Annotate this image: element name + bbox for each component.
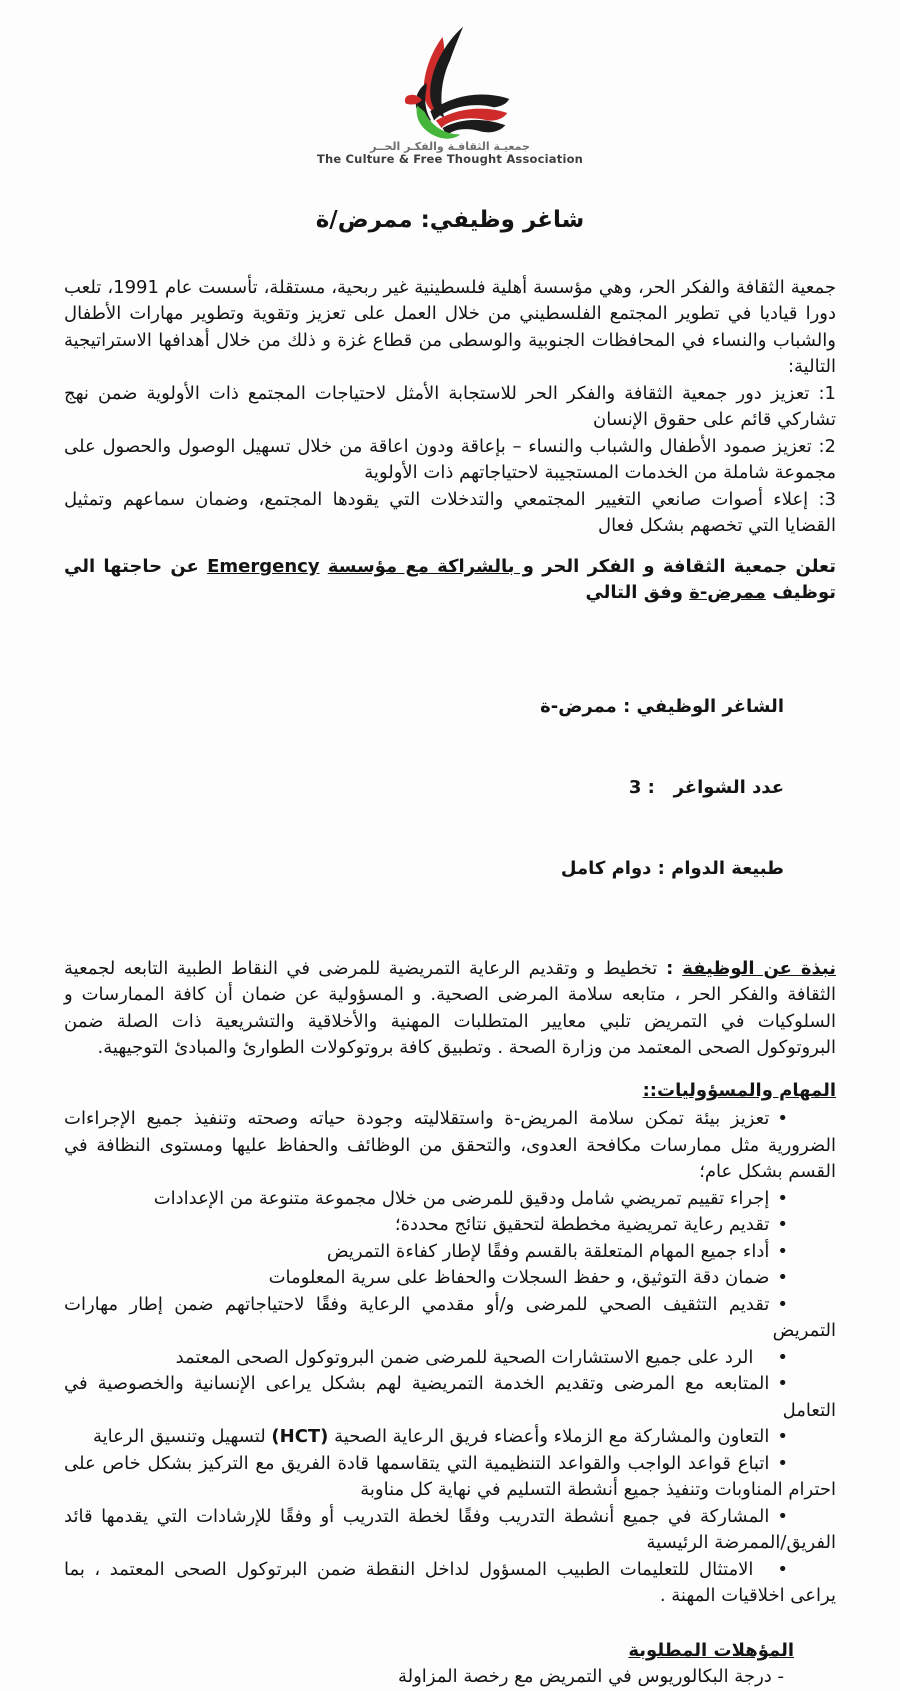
responsibilities-heading: المهام والمسؤوليات:: (642, 1079, 836, 1101)
bullet-icon: • (777, 1505, 788, 1527)
vacancy-position-line: الشاغر الوظيفي : ممرض-ة (540, 695, 784, 717)
vacancy-count-line: عدد الشواغر : 3 (628, 776, 784, 798)
bullet-icon: • (777, 1373, 788, 1395)
intro-paragraph: جمعية الثقافة والفكر الحر، وهي مؤسسة أهلية فلسطينية غير ربحية، مستقلة، تأسست عام 1991، تلعب دورا قياديا في تطوير المجتمع الفلسطيني من خلال العمل على تعزيز وتقوية وتطوير مهارات الأطفال والشباب والنساء في المحافظات الجنوبية والوسطى من قطاع غزة و ذلك من خلال أهدافها الاستراتيجية التالية: (64, 276, 836, 378)
org-logo (64, 24, 836, 167)
summary-paragraph (64, 956, 836, 1062)
qualification-item: - درجة البكالوريوس في التمريض مع رخصة المزاولة (397, 1666, 784, 1688)
page-title: شاغر وظيفي: ممرض/ة (315, 206, 585, 233)
bullet-icon: • (777, 1240, 788, 1262)
announcement-part3: وفق التالي (585, 582, 690, 604)
summary-body: تخطيط و وتقديم الرعاية التمريضية للمرضى في النقاط الطبية التابعه لجمعية الثقافة والفكر الحر ، متابعه سلامة المرضى الصحية. و المسؤولية عن ضمان أن كافة الممارسات و السلوكيات في التمريض تلبي معايير المتطلبات المهنية والأخلاقية والتشريعية ذات الصلة ضمن البروتوكول الصحى المعتمد من وزارة الصحة . وتطبيق كافة بروتوكولات الطوارئ والمبادئ التوجيهية. (64, 957, 836, 1059)
logo-arabic-name: جمعيـة الثقافـة والفكـر الحــر (370, 140, 530, 153)
responsibility-item: •الرد على جميع الاستشارات الصحية للمرضى ضمن البروتوكول الصحى المعتمد (64, 1345, 836, 1372)
announcement-underlined-position: ممرض-ة (689, 582, 766, 604)
announcement-underlined-partnership: و بالشراكة مع مؤسسة (327, 555, 534, 577)
goal-item-3: 3: إعلاء أصوات صانعي التغيير المجتمعي والتدخلات التي يقودها المجتمع، وضمان سماعهم وتمثيل القضايا التي تخصهم بشكل فعال (64, 488, 836, 537)
logo-english-name: The Culture & Free Thought Association (316, 152, 584, 167)
bullet-icon: • (777, 1187, 788, 1209)
qualifications-heading: المؤهلات المطلوبة (628, 1639, 794, 1661)
responsibility-item: •المشاركة في جميع أنشطة التدريب وفقًا لخطة التدريب أو وفقًا للإرشادات التي يقدمها قائد الفريق/الممرضة الرئيسية (64, 1505, 836, 1554)
responsibility-item: •أداء جميع المهام المتعلقة بالقسم وفقًا لإطار كفاءة التمريض (64, 1239, 836, 1266)
bullet-icon: • (777, 1558, 788, 1580)
bullet-icon: • (777, 1214, 788, 1236)
vacancy-nature-line: طبيعة الدوام : دوام كامل (560, 857, 784, 879)
goal-item-2: 2: تعزيز صمود الأطفال والشباب والنساء – بإعاقة ودون اعاقة من خلال تسهيل الوصول والحصول على مجموعة شاملة من الخدمات المستجيبة لاحتياجاتهم ذات الأولوية (64, 435, 836, 484)
vacancy-details (64, 639, 836, 936)
responsibility-item: •تقديم رعاية تمريضية مخططة لتحقيق نتائج محددة؛ (64, 1212, 836, 1239)
announcement-part2: عن حاجتها الي توظيف (64, 555, 836, 604)
responsibility-item: •التعاون والمشاركة مع الزملاء وأعضاء فريق الرعاية الصحية (HCT) لتسهيل وتنسيق الرعاية (64, 1424, 836, 1451)
announcement-part1: تعلن جمعية الثقافة و الفكر الحر (533, 555, 836, 577)
document-body (64, 275, 836, 1691)
bullet-icon: • (777, 1267, 788, 1289)
responsibility-item: •تقديم التثقيف الصحي للمرضى و/أو مقدمي الرعاية وفقًا لاحتياجاتهم ضمن إطار مهارات التمريض (64, 1293, 836, 1342)
bullet-icon: • (777, 1108, 788, 1130)
responsibility-item: •ضمان دقة التوثيق، و حفظ السجلات والحفاظ على سرية المعلومات (64, 1265, 836, 1292)
responsibilities-list (64, 1106, 836, 1610)
announcement-paragraph (64, 554, 836, 607)
responsibility-item: •إجراء تقييم تمريضي شامل ودقيق للمرضى من خلال مجموعة متنوعة من الإعدادات (64, 1186, 836, 1213)
responsibility-item: •اتباع قواعد الواجب والقواعد التنظيمية التي يتقاسمها قادة الفريق مع التركيز بشكل خاص على احترام المناوبات وتنفيذ جميع أنشطة التسليم في نهاية كل مناوبة (64, 1452, 836, 1501)
summary-separator: : (657, 957, 683, 979)
bullet-icon: • (777, 1293, 788, 1315)
goal-item-1: 1: تعزيز دور جمعية الثقافة والفكر الحر للاستجابة الأمثل لاحتياجات المجتمع ذات الأولوية ضمن نهج تشاركي قائم على حقوق الإنسان (64, 382, 836, 431)
responsibility-item: •الامتثال للتعليمات الطبيب المسؤول لداخل النقطة ضمن البرتوكول الصحى المعتمد ، بما يراعى اخلاقيات المهنة . (64, 1558, 836, 1607)
hct-abbreviation: (HCT) (271, 1426, 329, 1448)
partner-org-name: Emergency (207, 555, 320, 577)
bullet-icon: • (777, 1452, 788, 1474)
bullet-icon: • (777, 1346, 788, 1368)
cfta-logo-icon (389, 24, 511, 140)
responsibility-item: •المتابعه مع المرضى وتقديم الخدمة التمريضية لهم بشكل يراعى الإنسانية والخصوصية في التعامل (64, 1373, 836, 1421)
summary-heading: نبذة عن الوظيفة (682, 957, 836, 979)
bullet-icon: • (777, 1426, 788, 1448)
responsibility-item: •تعزيز بيئة تمكن سلامة المريض-ة واستقلاليته وجودة حياته وصحته وتنفيذ جميع الإجراءات الضرورية مثل ممارسات مكافحة العدوى، والتحقق من الوظائف والحفاظ عليها ومستوى النظافة في القسم بشكل عام؛ (64, 1108, 836, 1183)
